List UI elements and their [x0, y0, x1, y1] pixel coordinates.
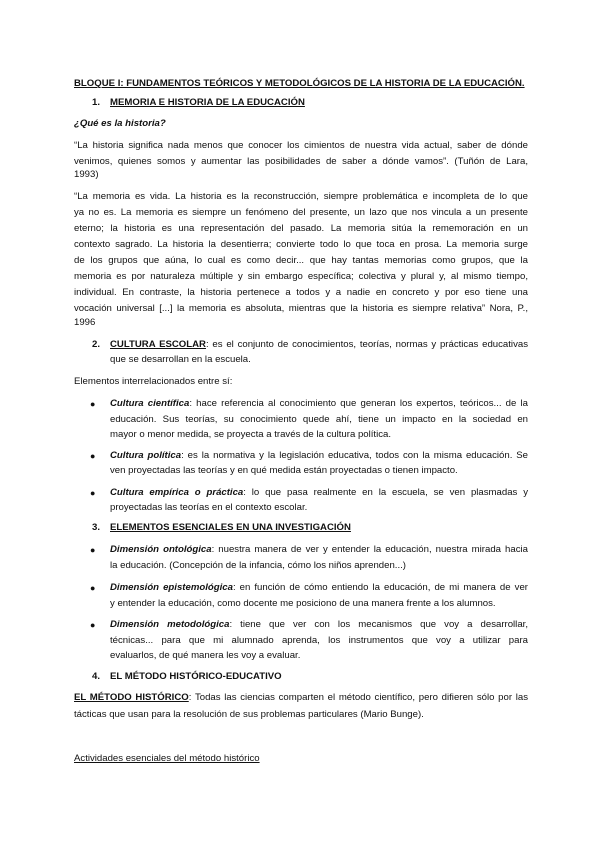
cultura-item-line	[110, 486, 528, 500]
cultura-item-text: : lo que pasa realmente en la escuela, se ven plasmadas y	[243, 487, 528, 498]
cultura-item-line: mayor o menor medida, se proyecta a través de la cultura política.	[110, 429, 392, 440]
cultura-item-line	[110, 397, 528, 411]
metodo-term: EL MÉTODO HISTÓRICO	[74, 692, 189, 703]
dimension-item-term: Dimensión metodológica	[110, 619, 230, 630]
metodo-line: tácticas que usan para la resolución de sus problemas particulares (Mario Bunge).	[74, 709, 424, 720]
cultura-item-line	[110, 449, 528, 463]
section-2-number: 2.	[92, 339, 101, 350]
section-2-line: que se desarrollan en la escuela.	[110, 354, 251, 365]
section-3-title: ELEMENTOS ESENCIALES EN UNA INVESTIGACIÓN	[110, 522, 351, 533]
section-1-title: MEMORIA E HISTORIA DE LA EDUCACIÓN	[110, 97, 305, 108]
quote2-line: de los grupos que aúna, lo cual es como decir... que hay tantas memorias como grupos, que la	[74, 255, 528, 266]
section-4-number: 4.	[92, 671, 101, 682]
cultura-item-term: Cultura empírica o práctica	[110, 487, 244, 498]
dimension-item-line	[110, 543, 528, 557]
bullet-icon: ●	[90, 451, 96, 461]
cultura-item-term: Cultura científica	[110, 398, 190, 409]
metodo-line	[74, 691, 528, 705]
actividades-heading: Actividades esenciales del método histórico	[74, 753, 260, 764]
quote2-line: “La memoria es vida. La historia es la reconstrucción, siempre problemática e incompleta de lo que	[74, 191, 528, 202]
quote2-line: contexto sagrado. La historia la desentierra; convierte todo lo que toca en prosa. La memoria surge	[74, 239, 528, 250]
dimension-item-term: Dimensión epistemológica	[110, 582, 233, 593]
section-2-line	[110, 338, 528, 352]
bullet-icon: ●	[90, 620, 96, 630]
dimension-item-term: Dimensión ontológica	[110, 544, 212, 555]
quote2-line: eterno; la historia es una representación del pasado. La memoria sitúa la rememoración en un	[74, 223, 528, 234]
quote2-line: vocación universal [...] la memoria es absoluta, mientras que la historia es siempre relativa” Nora, P.,	[74, 303, 528, 314]
question-historia: ¿Qué es la historia?	[74, 118, 166, 129]
elementos-label: Elementos interrelacionados entre sí:	[74, 376, 233, 387]
cultura-item-line: proyectadas las teorías en el contexto escolar.	[110, 502, 308, 513]
cultura-item-text: : hace referencia al conocimiento que generan los expertos, teóricos... de la	[189, 398, 528, 409]
cultura-item-line: educación. Sus teorías, su conocimiento quede ahí, tiene un impacto en la sociedad en	[110, 414, 528, 425]
bloque-title: BLOQUE I: FUNDAMENTOS TEÓRICOS Y METODOLÓGICOS DE LA HISTORIA DE LA EDUCACIÓN.	[74, 78, 525, 89]
quote2-line: ya no es. La memoria es siempre un fenómeno del presente, un lazo que nos vincula a un presente	[74, 207, 528, 218]
section-4-title: EL MÉTODO HISTÓRICO-EDUCATIVO	[110, 671, 282, 682]
dimension-item-line: la educación. (Concepción de la infancia, cómo los niños aprenden...)	[110, 560, 406, 571]
dimension-item-text: : nuestra manera de ver y entender la educación, nuestra mirada hacia	[211, 544, 528, 555]
quote1-line: “La historia significa nada menos que conocer los cimientos de nuestra vida actual, saber de dónde	[74, 140, 528, 151]
dimension-item-line: y entender la educación, como docente me posiciono de una manera frente a los alumnos.	[110, 598, 496, 609]
bullet-icon: ●	[90, 583, 96, 593]
bullet-icon: ●	[90, 488, 96, 498]
section-2-title: CULTURA ESCOLAR	[110, 339, 206, 350]
quote2-line: 1996	[74, 317, 96, 328]
dimension-item-line: técnicas... para que mi alumnado aprenda, los instrumentos que voy a utilizar para	[110, 635, 528, 646]
dimension-item-text: : tiene que ver con los mecanismos que voy a desarrollar,	[229, 619, 528, 630]
cultura-item-term: Cultura política	[110, 450, 182, 461]
metodo-text: : Todas las ciencias comparten el método científico, pero difieren sólo por las	[188, 692, 529, 703]
cultura-item-text: : es la normativa y la legislación educativa, todos con la misma educación. Se	[181, 450, 529, 461]
dimension-item-text: : en función de cómo entiendo la educación, de mi manera de ver	[232, 582, 528, 593]
cultura-item-line: ven proyectadas las teorías y en qué medida están proyectadas o tienen impacto.	[110, 465, 458, 476]
dimension-item-line	[110, 618, 528, 632]
quote1-line: venimos, quienes somos y aumentar las posibilidades de saber a dónde vamos”. (Tuñón de Lara,	[74, 156, 528, 167]
quote1-line: 1993)	[74, 169, 99, 180]
quote2-line: memoria es por naturaleza múltiple y sin embargo específica; colectiva y plural y, al mismo tiempo,	[74, 271, 528, 282]
bullet-icon: ●	[90, 399, 96, 409]
section-3-number: 3.	[92, 522, 101, 533]
dimension-item-line	[110, 581, 528, 595]
bullet-icon: ●	[90, 545, 96, 555]
quote2-line: individual. En contraste, la historia pertenece a todos y a nadie en concreto y por eso tiene una	[74, 287, 528, 298]
section-2-text: : es el conjunto de conocimientos, teorías, normas y prácticas educativas	[205, 339, 528, 350]
section-1-number: 1.	[92, 97, 101, 108]
dimension-item-line: evaluarlos, de qué manera les voy a evaluar.	[110, 650, 301, 661]
